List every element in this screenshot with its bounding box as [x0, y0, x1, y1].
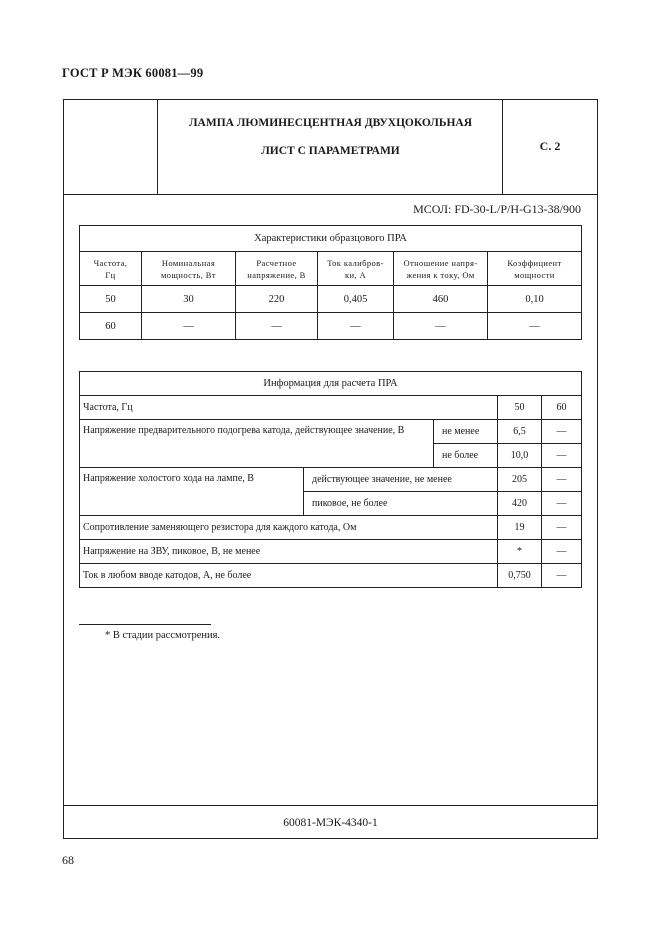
- table-row: [80, 516, 582, 540]
- zvu-voltage-label: Напряжение на ЗВУ, пиковое, В, не менее: [80, 540, 498, 564]
- page-code: С. 2: [539, 139, 561, 153]
- calc-table-caption: Информация для расчета ПРА: [80, 372, 582, 396]
- table-cell: не менее: [434, 420, 498, 444]
- footnote-divider: [79, 624, 211, 625]
- sheet-code: 60081-МЭК-4340-1: [63, 805, 598, 839]
- table-cell: —: [236, 313, 318, 340]
- frequency-label: Частота, Гц: [80, 396, 498, 420]
- table-cell: 420: [498, 492, 542, 516]
- table-cell: 0,750: [498, 564, 542, 588]
- column-header: Коэффициент мощности: [488, 252, 582, 286]
- table-row: [80, 396, 582, 420]
- title-block-empty-cell: [63, 99, 158, 194]
- table-cell: 6,5: [498, 420, 542, 444]
- ballast-table-caption: Характеристики образцового ПРА: [80, 226, 582, 252]
- table-cell: —: [542, 468, 582, 492]
- ballast-calculation-table: [79, 371, 582, 588]
- table-cell: 50: [498, 396, 542, 420]
- table-cell: 30: [142, 286, 236, 313]
- lamp-title: ЛАМПА ЛЮМИНЕСЦЕНТНАЯ ДВУХЦОКОЛЬНАЯ: [188, 117, 473, 129]
- table-cell: —: [542, 516, 582, 540]
- column-header: Частота, Гц: [80, 252, 142, 286]
- table-row: [80, 468, 582, 492]
- column-header: Номинальная мощность, Вт: [142, 252, 236, 286]
- table-cell: 220: [236, 286, 318, 313]
- title-block: [63, 99, 598, 195]
- table-row: [80, 420, 582, 444]
- column-header: Расчетное напряжение, В: [236, 252, 318, 286]
- title-block-center: [158, 99, 503, 194]
- table-cell: 0,405: [318, 286, 394, 313]
- table-cell: —: [542, 564, 582, 588]
- table-cell: —: [142, 313, 236, 340]
- table-row: [80, 564, 582, 588]
- column-header: Ток калибров- ки, А: [318, 252, 394, 286]
- table-cell: пиковое, не более: [304, 492, 498, 516]
- table-cell: 10,0: [498, 444, 542, 468]
- table-row: [80, 540, 582, 564]
- table-cell: —: [488, 313, 582, 340]
- table-cell: —: [542, 540, 582, 564]
- table-cell: —: [318, 313, 394, 340]
- table-cell: 60: [542, 396, 582, 420]
- resistor-label: Сопротивление заменяющего резистора для каждого катода, Ом: [80, 516, 498, 540]
- table-header-row: [80, 252, 582, 286]
- column-header: Отношение напря- жения к току, Ом: [394, 252, 488, 286]
- table-cell: 205: [498, 468, 542, 492]
- table-cell: не более: [434, 444, 498, 468]
- table-row: [80, 286, 582, 313]
- table-cell: действующее значение, не менее: [304, 468, 498, 492]
- mcol-designation: МСОЛ: FD-30-L/P/H-G13-38/900: [413, 202, 581, 216]
- table-cell: —: [394, 313, 488, 340]
- table-cell: —: [542, 444, 582, 468]
- footnote: * В стадии рассмотрения.: [105, 630, 221, 641]
- ballast-characteristics-table: [79, 225, 582, 340]
- table-cell: *: [498, 540, 542, 564]
- open-circuit-voltage-label: Напряжение холостого хода на лампе, В: [80, 468, 304, 516]
- table-cell: 0,10: [488, 286, 582, 313]
- table-cell: —: [542, 492, 582, 516]
- table-cell: 460: [394, 286, 488, 313]
- preheat-voltage-label: Напряжение предварительного подогрева катода, действующее значение, В: [80, 420, 434, 468]
- cathode-current-label: Ток в любом вводе катодов, А, не более: [80, 564, 498, 588]
- table-cell: —: [542, 420, 582, 444]
- table-cell: 19: [498, 516, 542, 540]
- page-number: 68: [62, 853, 74, 867]
- table-row: [80, 313, 582, 340]
- table-cell: 60: [80, 313, 142, 340]
- sheet-title: ЛИСТ С ПАРАМЕТРАМИ: [261, 145, 400, 157]
- table-cell: 50: [80, 286, 142, 313]
- standard-header: ГОСТ Р МЭК 60081—99: [62, 66, 204, 80]
